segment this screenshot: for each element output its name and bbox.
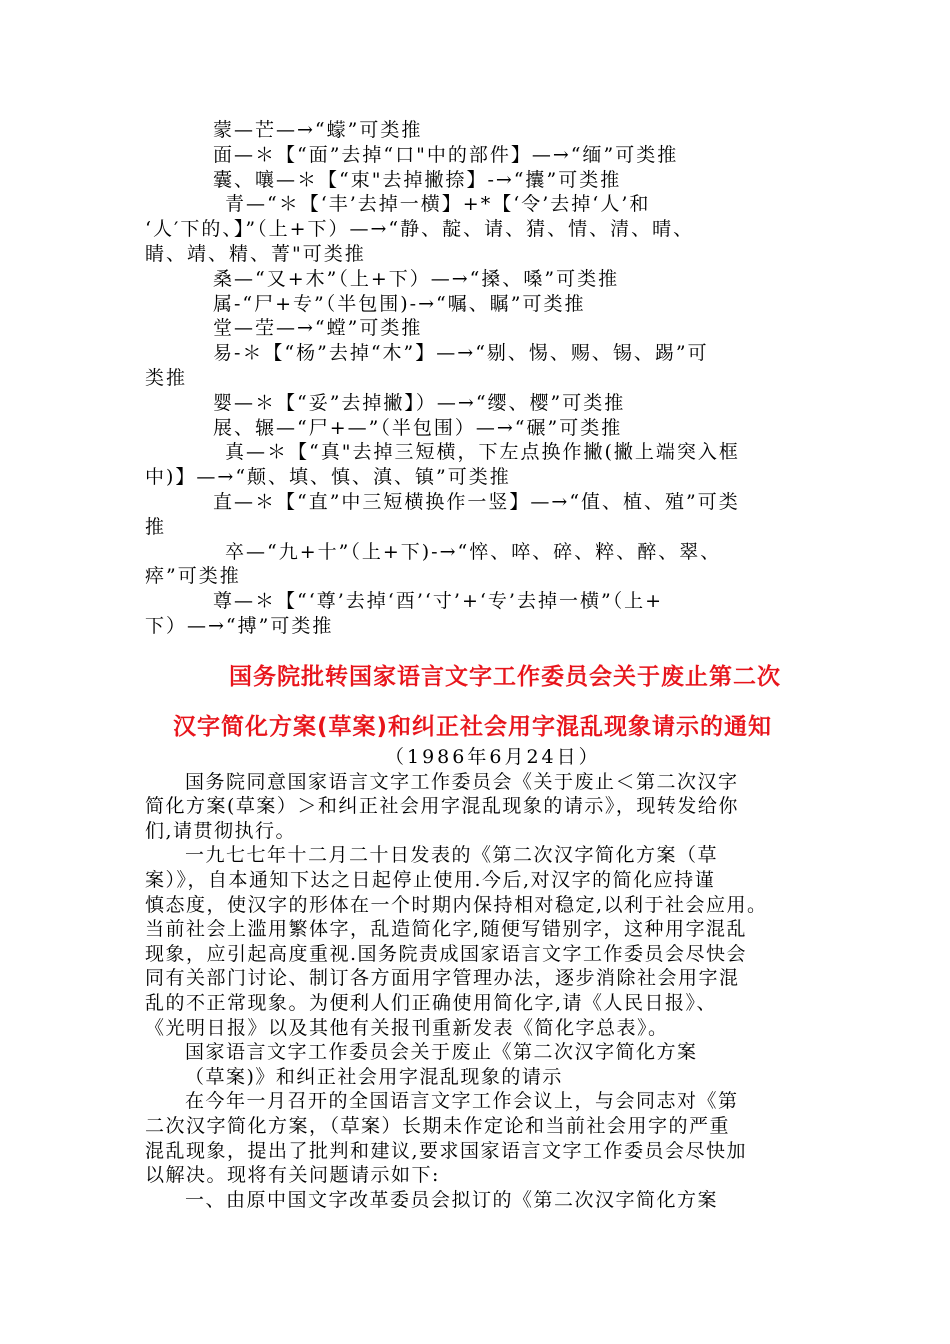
example-line: 堂—茔—→“螳”可类推 (213, 317, 423, 340)
example-line: 类推 (145, 366, 188, 389)
example-line: 展、辗—“尸+—”（半包围）—→“碾”可类推 (213, 416, 623, 439)
notice-text-line: 一、由原中国文字改革委员会拟订的《第二次汉字简化方案 (185, 1188, 719, 1211)
notice-date: （1986年6月24日） (385, 746, 601, 768)
notice-text-line: 在今年一月召开的全国语言文字工作会议上，与会同志对《第 (185, 1090, 739, 1113)
notice-text-line: （草案)》和纠正社会用字混乱现象的请示 (185, 1065, 563, 1088)
example-line: 易-＊【“杨”去掉“木”】—→“剔、惕、赐、锡、踢”可 (213, 342, 709, 365)
notice-text-line: 混乱现象，提出了批判和建议,要求国家语言文字工作委员会尽快加 (145, 1139, 748, 1162)
notice-text-line: 《光明日报》以及其他有关报刊重新发表《简化字总表》。 (145, 1016, 669, 1039)
notice-text-line: 国家语言文字工作委员会关于废止《第二次汉字简化方案 (185, 1041, 698, 1064)
notice-text-line: 国务院同意国家语言文字工作委员会《关于废止＜第二次汉字 (185, 770, 739, 793)
example-line: 蒙—芒—→“蠓”可类推 (213, 119, 423, 141)
example-line: 下）—→“搏”可类推 (145, 614, 334, 637)
example-line: ‘人′下的、】”（上+下）—→“静、靛、请、猜、情、清、晴、 (145, 218, 695, 241)
notice-text-line: 二次汉字简化方案，（草案）长期未作定论和当前社会用字的严重 (145, 1114, 731, 1137)
example-line: 属-“尸+专”（半包围)-→“嘱、瞩”可类推 (213, 292, 586, 315)
notice-text-line: 一九七七年十二月二十日发表的《第二次汉字简化方案（草 (185, 844, 719, 867)
notice-text-line: 以解决。现将有关问题请示如下: (145, 1164, 440, 1187)
notice-text-line: 同有关部门讨论、制订各方面用字管理办法，逐步消除社会用字混 (145, 967, 740, 990)
example-line: 睛、靖、精、菁"可类推 (145, 242, 366, 265)
example-line: 面—＊【“面”去掉“口"中的部件】—→“缅”可类推 (213, 143, 679, 166)
example-line: 桑—“又+木”（上+下）—→“搡、嗓”可类推 (213, 267, 620, 290)
notice-text-line: 乱的不正常现象。为便利人们正确使用简化字,请《人民日报》、 (145, 991, 718, 1014)
notice-text-line: 案）》，自本通知下达之日起停止使用.今后,对汉字的简化应持谨 (145, 868, 716, 891)
notice-title-line-1: 国务院批转国家语言文字工作委员会关于废止第二次 (229, 664, 781, 690)
example-line: 卒—“九+十”（上+下)-→“悴、啐、碎、粹、醉、翠、 (225, 540, 722, 563)
example-line: 尊—＊【“‘尊’去掉‘酉’‘寸’+‘专’去掉一横”（上+ (213, 590, 664, 613)
notice-text-line: 简化方案(草案）＞和纠正社会用字混乱现象的请示》，现转发给你 (145, 795, 739, 818)
notice-paragraphs (145, 770, 810, 1213)
example-line: 推 (145, 515, 167, 538)
example-line: 青—“＊【‘丰’去掉一横】+*【‘令’去掉‘人’和 (225, 193, 651, 216)
notice-text-line: 当前社会上滥用繁体字，乱造简化字,随便写错别字，这种用字混乱 (145, 918, 748, 941)
example-line: 真—＊【“真"去掉三短横，下左点换作撇(撇上端突入框 (225, 441, 740, 464)
example-line: 婴—＊【“妥”去掉撇】）—→“缨、樱”可类推 (213, 391, 626, 414)
example-line: 中)】—→“颠、填、慎、滇、镇”可类推 (145, 466, 511, 489)
notice-title-line-2: 汉字简化方案(草案)和纠正社会用字混乱现象请示的通知 (172, 714, 773, 740)
notice-text-line: 现象，应引起高度重视.国务院责成国家语言文字工作委员会尽快会 (145, 942, 748, 965)
notice-text-line: 慎态度，使汉字的形体在一个时期内保持相对稳定,以利于社会应用。 (145, 893, 768, 916)
notice-body (145, 745, 810, 1212)
example-line: 直—＊【“直”中三短横换作一竖】—→“值、植、殖”可类 (213, 490, 740, 513)
example-line: 瘁”可类推 (145, 565, 241, 588)
example-line: 囊、嚷—＊【“束"去掉撇捺】-→“攮”可类推 (213, 168, 622, 191)
notice-text-line: 们,请贯彻执行。 (145, 819, 297, 842)
character-examples-list (145, 118, 810, 639)
